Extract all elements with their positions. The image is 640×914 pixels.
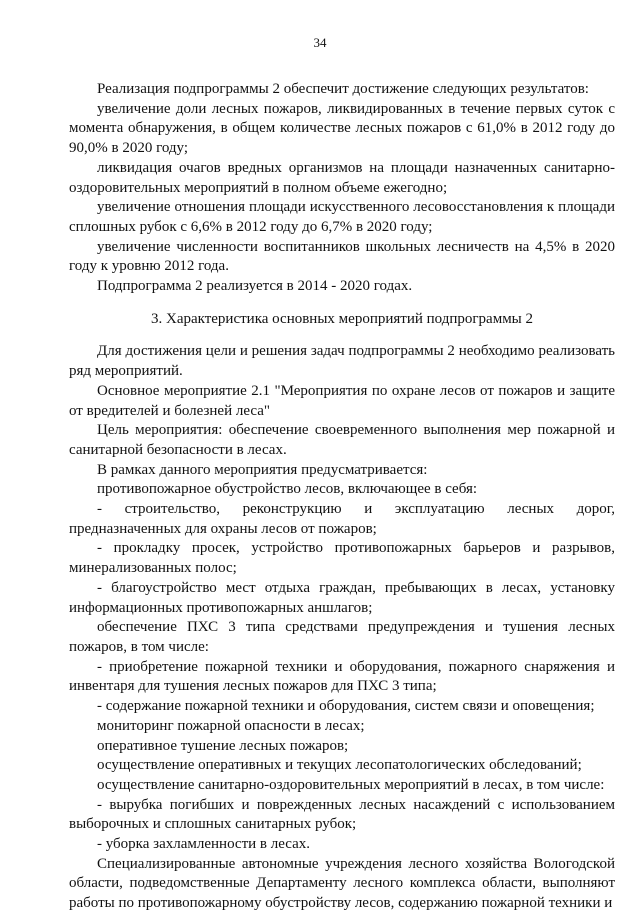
paragraph: увеличение численности воспитанников школьных лесничеств на 4,5% в 2020 году к уровню 2012 года. (69, 238, 615, 275)
document-body (69, 80, 615, 914)
section-heading: 3. Характеристика основных мероприятий подпрограммы 2 (150, 310, 534, 327)
paragraph: осуществление оперативных и текущих лесопатологических обследований; (97, 757, 582, 774)
paragraph: - благоустройство мест отдыха граждан, пребывающих в лесах, установку информационных противопожарных аншлагов; (69, 579, 615, 616)
paragraph: - уборка захламленности в лесах. (97, 836, 311, 853)
paragraph: мониторинг пожарной опасности в лесах; (97, 717, 365, 734)
paragraph: - прокладку просек, устройство противопожарных барьеров и разрывов, минерализованных полос; (69, 540, 615, 577)
paragraph: Основное мероприятие 2.1 "Мероприятия по охране лесов от пожаров и защите от вредителей и болезней леса" (69, 382, 615, 419)
page-number: 34 (313, 35, 327, 50)
paragraph: Специализированные автономные учреждения лесного хозяйства Вологодской области, подведомственные Департаменту лесного комплекса области, выполняют работы по противопожарному обустройству лесов, содержанию пожарной техники и (69, 855, 615, 912)
paragraph: Реализация подпрограммы 2 обеспечит достижение следующих результатов: (97, 81, 589, 97)
paragraph: оперативное тушение лесных пожаров; (97, 737, 349, 754)
paragraph: увеличение отношения площади искусственного лесовосстановления к площади сплошных рубок с 6,6% в 2012 году до 6,7% в 2020 году; (69, 199, 615, 235)
paragraph: Для достижения цели и решения задач подпрограммы 2 необходимо реализовать ряд мероприятий. (69, 343, 615, 380)
paragraph: противопожарное обустройство лесов, включающее в себя: (97, 481, 478, 498)
paragraph: увеличение доли лесных пожаров, ликвидированных в течение первых суток с момента обнаружения, в общем количестве лесных пожаров с 61,0% в 2012 году до 90,0% в 2020 году; (69, 100, 615, 157)
paragraph: осуществление санитарно-оздоровительных мероприятий в лесах, в том числе: (97, 776, 605, 793)
paragraph: В рамках данного мероприятия предусматривается: (97, 461, 428, 478)
paragraph: - вырубка погибших и поврежденных лесных насаждений с использованием выборочных и сплошных санитарных рубок; (69, 796, 615, 833)
paragraph: - приобретение пожарной техники и оборудования, пожарного снаряжения и инвентаря для тушения лесных пожаров для ПХС 3 типа; (69, 658, 615, 695)
paragraph: Подпрограмма 2 реализуется в 2014 - 2020 годах. (97, 278, 413, 295)
paragraph: - строительство, реконструкцию и эксплуатацию лесных дорог, предназначенных для охраны лесов от пожаров; (69, 501, 615, 537)
paragraph: Цель мероприятия: обеспечение своевременного выполнения мер пожарной и санитарной безопасности в лесах. (69, 422, 615, 458)
paragraph: - содержание пожарной техники и оборудования, систем связи и оповещения; (97, 698, 595, 715)
paragraph: обеспечение ПХС 3 типа средствами предупреждения и тушения лесных пожаров, в том числе: (69, 619, 615, 655)
paragraph: ликвидация очагов вредных организмов на площади назначенных санитарно-оздоровительных мероприятий в полном объеме ежегодно; (69, 159, 615, 196)
